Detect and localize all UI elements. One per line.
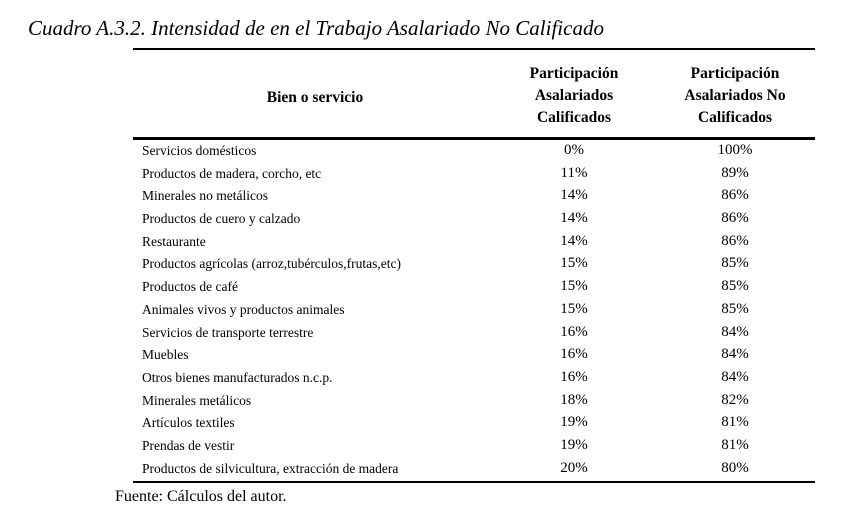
table-row	[133, 141, 815, 164]
cell-calificados: 0%	[564, 142, 584, 158]
cell-item: Productos agrícolas (arroz,tubérculos,frutas,etc)	[142, 256, 402, 272]
cell-no-calificados: 80%	[721, 459, 749, 476]
table-row	[133, 323, 815, 346]
cell-no-calificados: 85%	[721, 278, 749, 295]
bottom-rule	[133, 481, 815, 483]
cell-item: Prendas de vestir	[142, 437, 235, 453]
cell-item: Animales vivos y productos animales	[142, 301, 345, 317]
table-row	[133, 300, 815, 323]
table-row	[133, 164, 815, 187]
cell-calificados: 14%	[560, 210, 588, 227]
cell-item: Productos de silvicultura, extracción de madera	[142, 460, 399, 476]
table-row	[133, 186, 815, 209]
table-row	[133, 209, 815, 232]
cell-no-calificados: 84%	[721, 323, 749, 340]
cell-no-calificados: 85%	[721, 300, 749, 317]
cell-calificados: 19%	[560, 436, 588, 453]
cell-calificados: 15%	[560, 255, 588, 272]
cell-no-calificados: 85%	[721, 255, 749, 272]
table-row	[133, 413, 815, 436]
table-row	[133, 232, 815, 255]
header-item: Bien o servicio	[266, 89, 364, 106]
table-body	[133, 141, 815, 481]
cell-item: Minerales metálicos	[142, 392, 252, 408]
cell-item: Otros bienes manufacturados n.c.p.	[142, 369, 333, 385]
cell-no-calificados: 81%	[721, 436, 749, 453]
cell-calificados: 14%	[560, 232, 588, 249]
cell-no-calificados: 100%	[717, 142, 753, 158]
cell-item: Productos de café	[142, 279, 238, 295]
cell-calificados: 19%	[560, 414, 588, 431]
cell-calificados: 16%	[560, 323, 588, 340]
cell-no-calificados: 84%	[721, 346, 749, 363]
cell-calificados: 18%	[560, 391, 588, 408]
cell-item: Servicios domésticos	[142, 143, 257, 158]
table-row	[133, 391, 815, 414]
cell-no-calificados: 84%	[721, 368, 749, 385]
cell-calificados: 15%	[560, 278, 588, 295]
table-row	[133, 436, 815, 459]
cell-no-calificados: 86%	[721, 187, 749, 204]
cell-no-calificados: 86%	[721, 210, 749, 227]
cell-calificados: 14%	[560, 187, 588, 204]
cell-item: Servicios de transporte terrestre	[142, 324, 314, 340]
table-row	[133, 459, 815, 482]
cell-calificados: 16%	[560, 346, 588, 363]
cell-no-calificados: 81%	[721, 414, 749, 431]
cell-calificados: 16%	[560, 368, 588, 385]
table-title: Cuadro A.3.2. Intensidad de en el Trabajo Asalariado No Calificado	[28, 16, 604, 40]
top-rule	[133, 48, 815, 50]
table-row	[133, 345, 815, 368]
header-rule	[133, 137, 815, 140]
cell-item: Minerales no metálicos	[142, 188, 268, 204]
cell-item: Productos de madera, corcho, etc	[142, 165, 322, 181]
header-calificados: Participación Asalariados Calificados	[529, 65, 619, 126]
header-no-calificados: Participación Asalariados No Calificados	[684, 65, 786, 126]
cell-calificados: 15%	[560, 300, 588, 317]
cell-no-calificados: 86%	[721, 232, 749, 249]
cell-item: Productos de cuero y calzado	[142, 211, 301, 227]
cell-item: Muebles	[142, 347, 189, 363]
cell-item: Restaurante	[142, 233, 206, 249]
table-row	[133, 254, 815, 277]
cell-item: Artículos textiles	[142, 415, 235, 431]
cell-no-calificados: 89%	[721, 164, 749, 181]
cell-calificados: 11%	[560, 164, 588, 181]
source-note: Fuente: Cálculos del autor.	[115, 488, 287, 505]
cell-calificados: 20%	[560, 459, 588, 476]
table-row	[133, 277, 815, 300]
table-row	[133, 368, 815, 391]
cell-no-calificados: 82%	[721, 391, 749, 408]
